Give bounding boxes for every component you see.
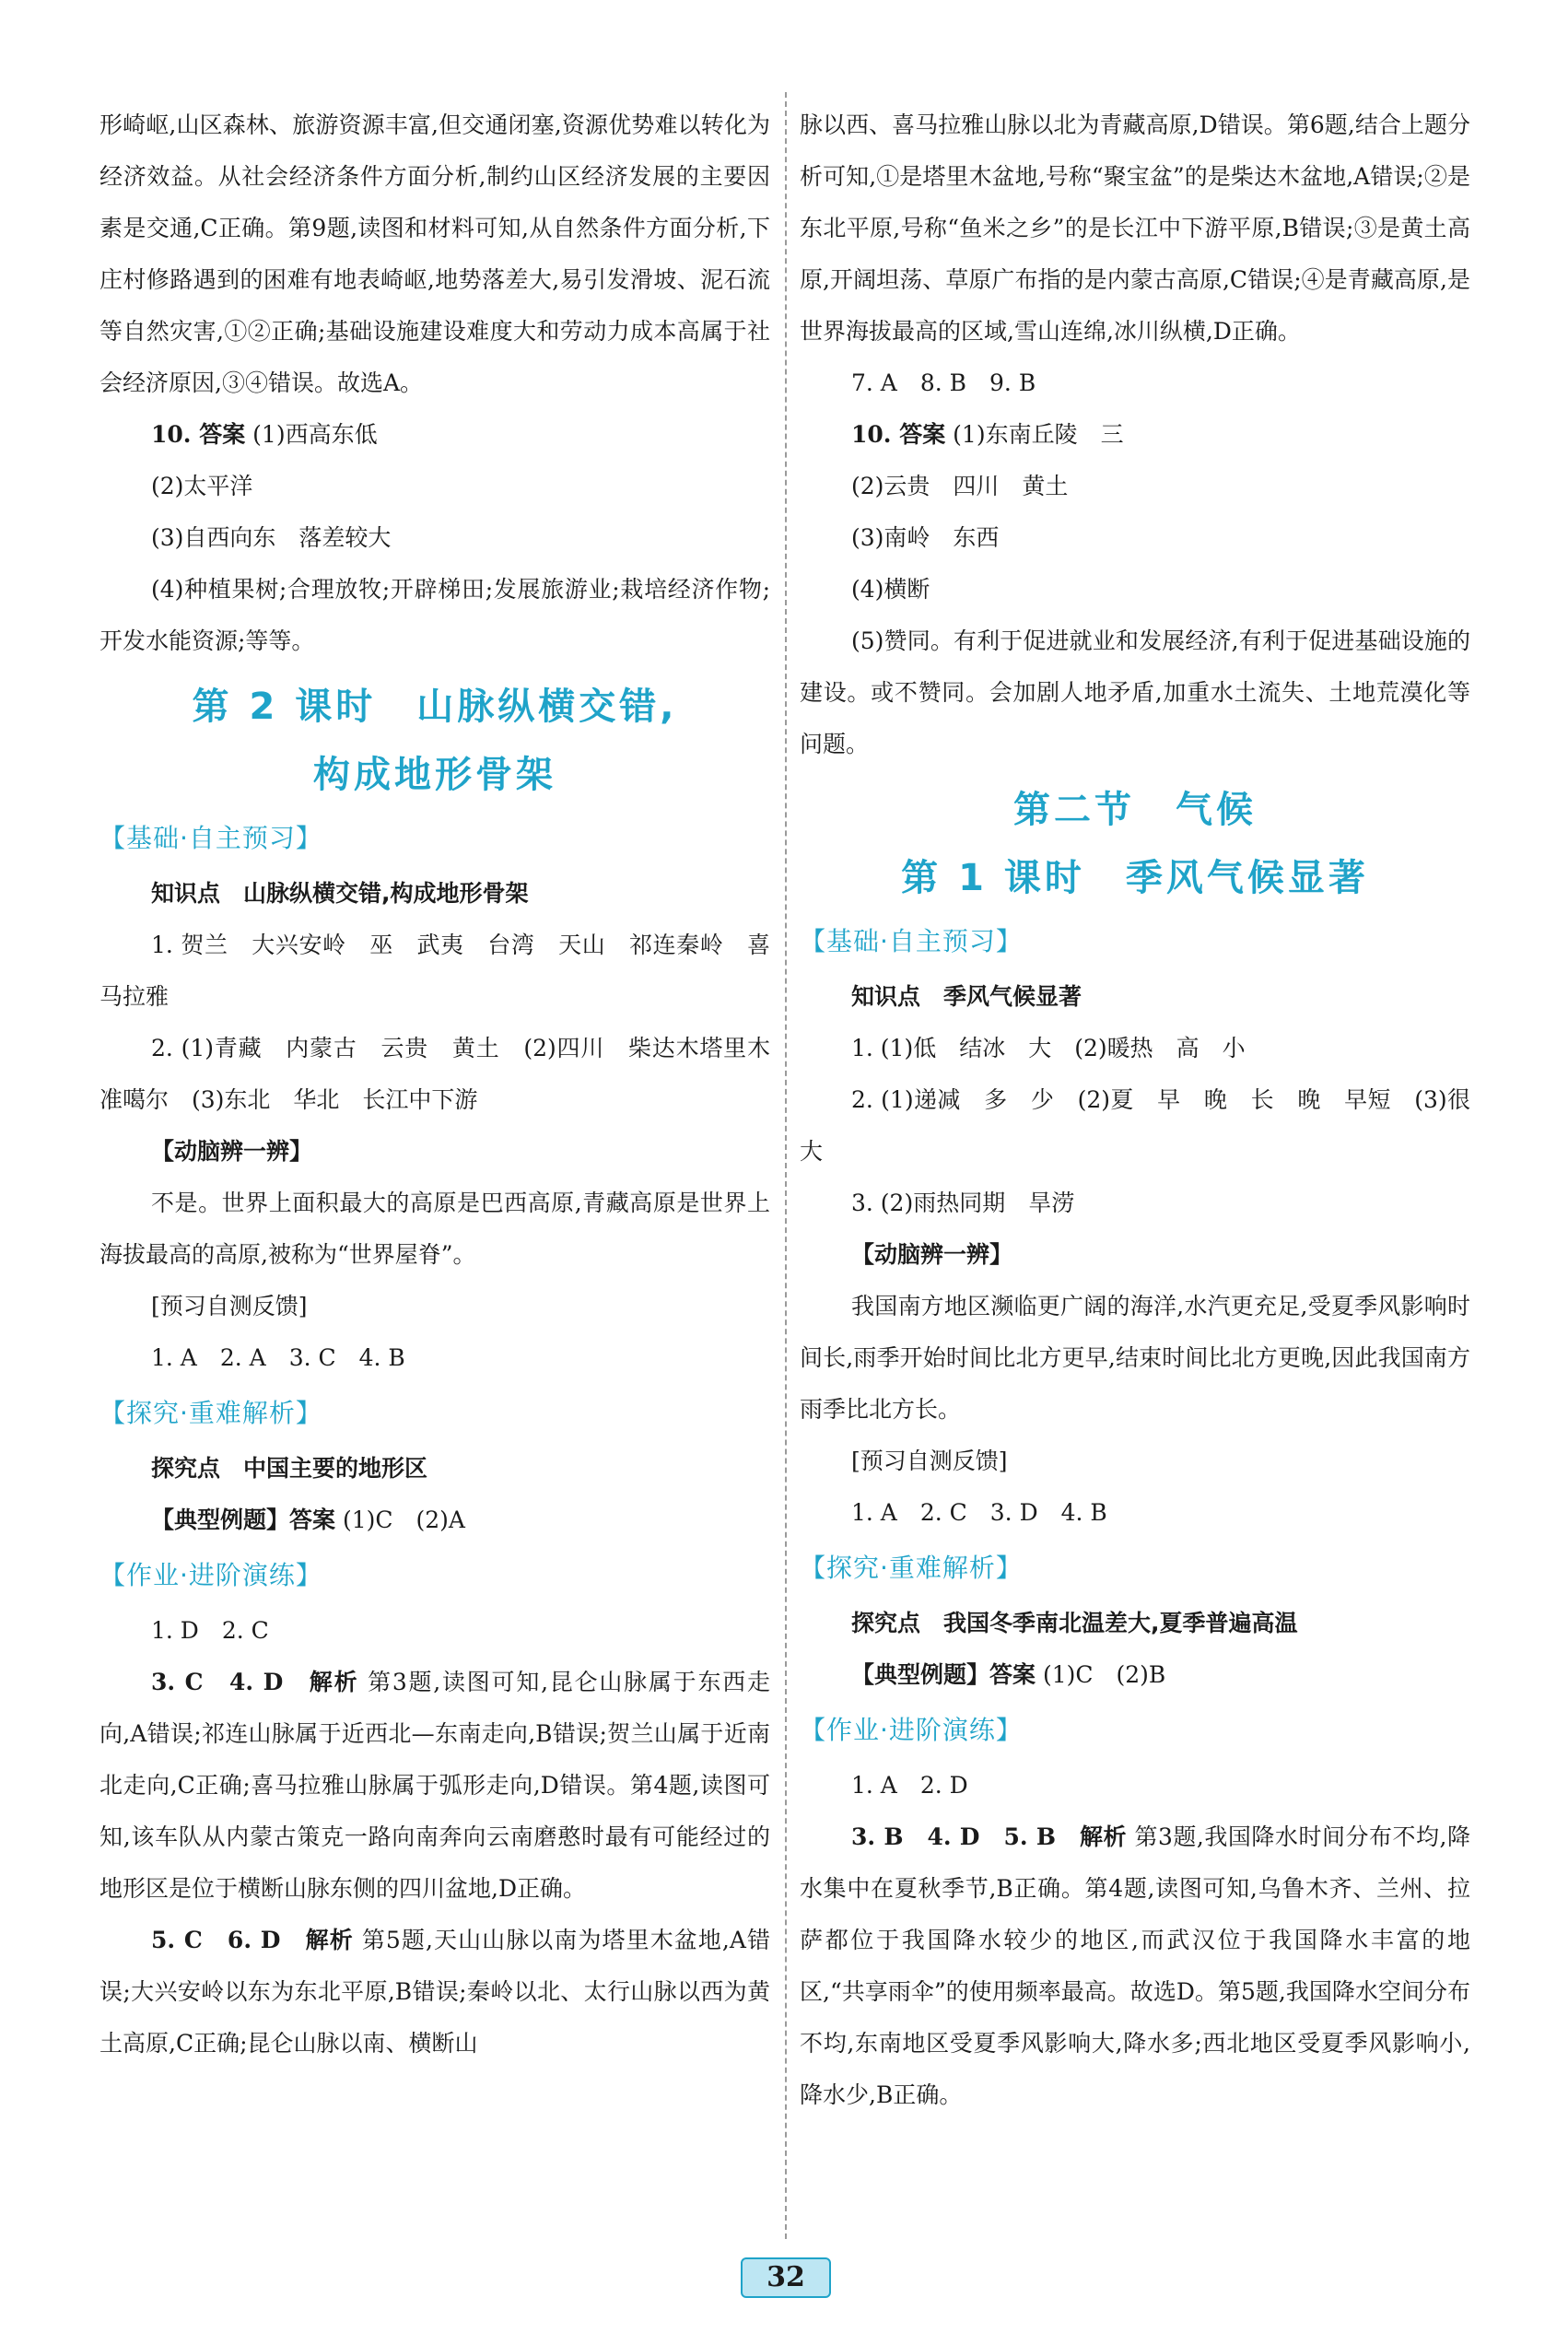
feedback-answers: 1. A 2. A 3. C 4. B [151,1344,405,1371]
q10-answer-3: (3)自西向东 落差较大 [151,524,392,551]
lesson-title-line1: 第 2 课时 山脉纵横交错, [192,686,678,728]
tag-preview-right: 【基础·自主预习】 [800,926,1023,956]
homework-answers-1: 1. D 2. C [151,1617,269,1644]
lesson-title-line2: 构成地形骨架 [313,754,556,796]
knowledge-right-2: 2. (1)递减 多 少 (2)夏 早 晚 长 晚 早短 (3)很大 [800,1086,1470,1165]
q10-label-right: 10. 答案 [851,421,946,448]
left-column [99,100,794,2069]
q10-line-right [800,409,1470,461]
answers-7-9: 7. A 8. B 9. B [851,369,1036,396]
q10-answer-1: (1)西高东低 [252,421,378,448]
q10-answer-4: (4)种植果树;合理放牧;开辟梯田;发展旅游业;栽培经济作物;开发水能资源;等等。 [99,576,770,654]
q10r-answer-3: (3)南岭 东西 [851,524,1000,551]
q10r-answer-1: (1)东南丘陵 三 [953,421,1124,448]
homework-right-analysis [800,1811,1470,2121]
homework-right-label: 3. B 4. D 5. B 解析 [851,1823,1128,1850]
page-number: 32 [741,2257,831,2298]
q10-label: 10. 答案 [151,421,246,448]
homework-5-label: 5. C 6. D 解析 [151,1927,354,1953]
section-title: 第二节 气候 [1013,789,1257,831]
right-column [800,100,1470,2121]
knowledge-answer-2: 2. (1)青藏 内蒙古 云贵 黄土 (2)四川 柴达木塔里木 准噶尔 (3)东北 华北 长江中下游 [99,1035,794,1113]
homework-5-text: 第5题,天山山脉以南为塔里木盆地,A错误;大兴安岭以东为东北平原,B错误;秦岭以北、太行山脉以西为黄土高原,C正确;昆仑山脉以南、横断山 [99,1927,771,2057]
homework-right-1: 1. A 2. D [851,1772,968,1799]
knowledge-right-3: 3. (2)雨热同期 旱涝 [851,1190,1075,1216]
think-text: 不是。世界上面积最大的高原是巴西高原,青藏高原是世界上海拔最高的高原,被称为“世界屋脊”。 [99,1190,770,1268]
tag-homework: 【作业·进阶演练】 [99,1560,322,1590]
example-label: 【典型例题】答案 [151,1506,336,1533]
homework-analysis-5 [99,1915,770,2069]
tag-homework-right: 【作业·进阶演练】 [800,1715,1023,1745]
q10r-answer-2: (2)云贵 四川 黄土 [851,473,1069,499]
knowledge-right-1: 1. (1)低 结冰 大 (2)暖热 高 小 [851,1035,1246,1061]
feedback-heading-right: [预习自测反馈] [851,1448,1008,1474]
example-answer-right: (1)C (2)B [1042,1661,1166,1688]
feedback-heading: [预习自测反馈] [151,1293,308,1319]
paragraph-answer-6: 脉以西、喜马拉雅山脉以北为青藏高原,D错误。第6题,结合上题分析可知,①是塔里木盆地,号称“聚宝盆”的是柴达木盆地,A错误;②是东北平原,号称“鱼米之乡”的是长江中下游平原,B错误;③是黄土高原,开阔坦荡、草原广布指的是内蒙古高原,C错误;④是青藏高原,是世界海拔最高的区域,雪山连绵,冰川纵横,D正确。 [800,111,1470,345]
example-line-right [800,1649,1470,1701]
explore-point-right: 探究点 我国冬季南北温差大,夏季普遍高温 [851,1610,1298,1636]
knowledge-point-right: 知识点 季风气候显著 [851,983,1082,1010]
column-divider [785,92,787,2239]
homework-analysis-3 [99,1657,770,1915]
think-heading-right: 【动脑辨一辨】 [851,1241,1013,1268]
example-answer: (1)C (2)A [342,1506,465,1533]
q10r-answer-5: (5)赞同。有利于促进就业和发展经济,有利于促进基础设施的建设。或不赞同。会加剧人地矛盾,加重水土流失、土地荒漠化等问题。 [800,627,1470,757]
explore-point: 探究点 中国主要的地形区 [151,1455,428,1482]
feedback-answers-right: 1. A 2. C 3. D 4. B [851,1499,1107,1526]
homework-right-text: 第3题,我国降水时间分布不均,降水集中在夏秋季节,B正确。第4题,读图可知,乌鲁木齐、兰州、拉萨都位于我国降水较少的地区,而武汉位于我国降水丰富的地区,“共享雨伞”的使用频率最高。故选D。第5题,我国降水空间分布不均,东南地区受夏季风影响大,降水多;西北地区受夏季风影响小,降水少,B正确。 [800,1823,1470,2108]
homework-3-label: 3. C 4. D 解析 [151,1669,359,1695]
knowledge-point: 知识点 山脉纵横交错,构成地形骨架 [151,880,529,907]
think-heading: 【动脑辨一辨】 [151,1138,313,1165]
q10-answer-2: (2)太平洋 [151,473,253,499]
q10r-answer-4: (4)横断 [851,576,930,603]
example-label-right: 【典型例题】答案 [851,1661,1036,1688]
knowledge-answer-1: 1. 贺兰 大兴安岭 巫 武夷 台湾 天山 祁连秦岭 喜马拉雅 [99,932,770,1010]
tag-preview: 【基础·自主预习】 [99,823,322,853]
tag-explore: 【探究·重难解析】 [99,1398,322,1428]
q10-line [99,409,770,461]
lesson-title: 第 1 课时 季风气候显著 [901,857,1369,899]
think-text-right: 我国南方地区濒临更广阔的海洋,水汽更充足,受夏季风影响时间长,雨季开始时间比北方更早,结束时间比北方更晚,因此我国南方雨季比北方长。 [800,1293,1470,1423]
homework-3-text: 第3题,读图可知,昆仑山脉属于东西走向,A错误;祁连山脉属于近西北—东南走向,B错误;贺兰山属于近南北走向,C正确;喜马拉雅山脉属于弧形走向,D错误。第4题,读图可知,该车队从内蒙古策克一路向南奔向云南磨憨时最有可能经过的地形区是位于横断山脉东侧的四川盆地,D正确。 [99,1669,770,1902]
example-line [99,1495,770,1546]
tag-explore-right: 【探究·重难解析】 [800,1553,1023,1583]
paragraph-answer-9: 形崎岖,山区森林、旅游资源丰富,但交通闭塞,资源优势难以转化为经济效益。从社会经济条件方面分析,制约山区经济发展的主要因素是交通,C正确。第9题,读图和材料可知,从自然条件方面分析,下庄村修路遇到的困难有地表崎岖,地势落差大,易引发滑坡、泥石流等自然灾害,①②正确;基础设施建设难度大和劳动力成本高属于社会经济原因,③④错误。故选A。 [99,111,770,396]
